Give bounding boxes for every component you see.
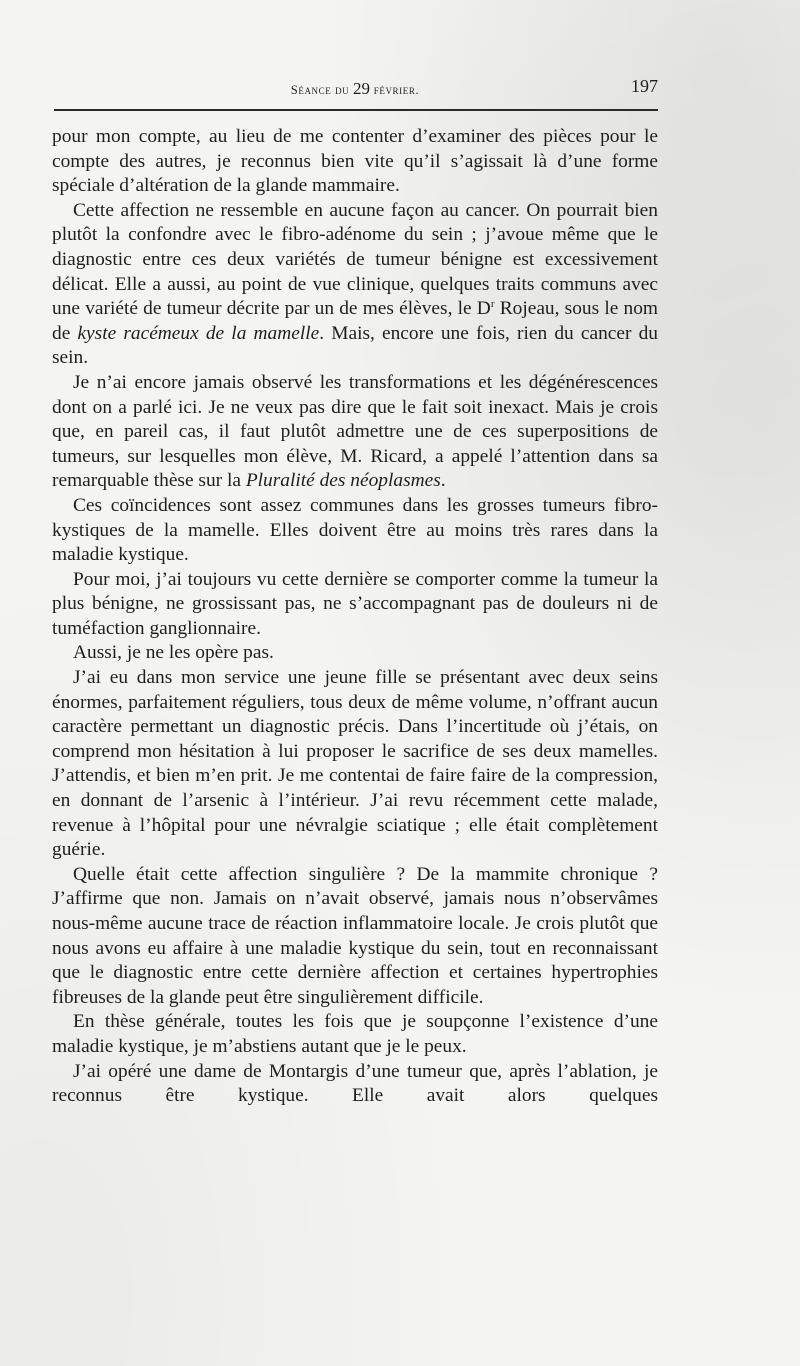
header-rule (54, 109, 658, 111)
paragraph-text: Rojeau, sous le nom de (52, 298, 658, 344)
paragraph: pour mon compte, au lieu de me contenter d’examiner des pièces pour le compte des autres, je reconnus bien vite qu’il s’agissait là d’une forme spéciale d’altération de la glande mammaire. (52, 126, 658, 197)
paragraph-text: . (440, 470, 446, 492)
paragraph: En thèse générale, toutes les fois que je soupçonne l’existence d’une maladie kystique, je m’abstiens autant que je le peux. (52, 1011, 658, 1057)
paragraph (52, 199, 658, 371)
paragraph-text: Je n’ai encore jamais observé les transformations et les dégénérescences dont on a parlé ici. Je ne veux pas dire que le fait soit inexact. Mais je crois que, en pareil cas, il faut plutôt admettre une de ces superpositions de tumeurs, sur lesquelles mon élève, M. Ricard, a appelé l’attention dans sa remarquable thèse sur la (52, 371, 658, 492)
paragraph-text: . Mais, encore une fois, rien du cancer du sein. (52, 322, 658, 369)
running-title-prefix: Séance du (290, 83, 350, 97)
running-head (52, 77, 658, 99)
superscript: r (490, 298, 495, 311)
running-title-suffix: février. (373, 83, 420, 97)
paragraph: J’ai opéré une dame de Montargis d’une tumeur que, après l’ablation, je reconnus être kystique. Elle avait alors quelques (52, 1060, 658, 1107)
page-number: 197 (631, 76, 658, 96)
paragraph: Aussi, je ne les opère pas. (73, 642, 274, 664)
body-text (52, 125, 658, 1109)
running-title-day: 29 (353, 79, 371, 98)
paragraph-text: Cette affection ne ressemble en aucune façon au cancer. On pourrait bien plutôt la confondre avec le fibro-adénome du sein ; j’avoue même que le diagnostic entre ces deux variétés de tumeur bénigne est excessivement délicat. Elle a aussi, au point de vue clinique, quelques traits communs avec une variété de tumeur décrite par un de mes élèves, le D (52, 199, 658, 320)
paragraph: Quelle était cette affection singulière ? De la mammite chronique ? J’affirme que non. Jamais on n’avait observé, jamais nous n’observâmes nous-même aucune trace de réaction inflammatoire locale. Je crois plutôt que nous avons eu affaire à une maladie kystique du sein, tout en reconnaissant que le diagnostic entre cette dernière affection et certaines hypertrophies fibreuses de la glande peut être singulièrement difficile. (52, 863, 658, 1008)
paragraph (52, 371, 658, 494)
running-title (52, 79, 658, 99)
paragraph: J’ai eu dans mon service une jeune fille se présentant avec deux seins énormes, parfaitement réguliers, tous deux de même volume, n’offrant aucun caractère permettant un diagnostic précis. Dans l’incertitude où j’étais, on comprend mon hésitation à lui proposer le sacrifice de ses deux mamelles. J’attendis, et bien m’en prit. Je me contentai de faire faire de la compression, en donnant de l’arsenic à l’intérieur. J’ai revu récemment cette malade, revenue à l’hôpital pour une névralgie sciatique ; elle était complètement guérie. (52, 667, 658, 861)
paragraph: Pour moi, j’ai toujours vu cette dernière se comporter comme la tumeur la plus bénigne, ne grossissant pas, ne s’accompagnant pas de douleurs ni de tuméfaction ganglionnaire. (52, 568, 658, 639)
italic-title: Pluralité des néoplasmes (245, 470, 441, 492)
paragraph: Ces coïncidences sont assez communes dans les grosses tumeurs fibro-kystiques de la mamelle. Elles doivent être au moins très rares dans la maladie kystique. (52, 494, 658, 566)
italic-title: kyste racémeux de la mamelle (77, 322, 320, 344)
